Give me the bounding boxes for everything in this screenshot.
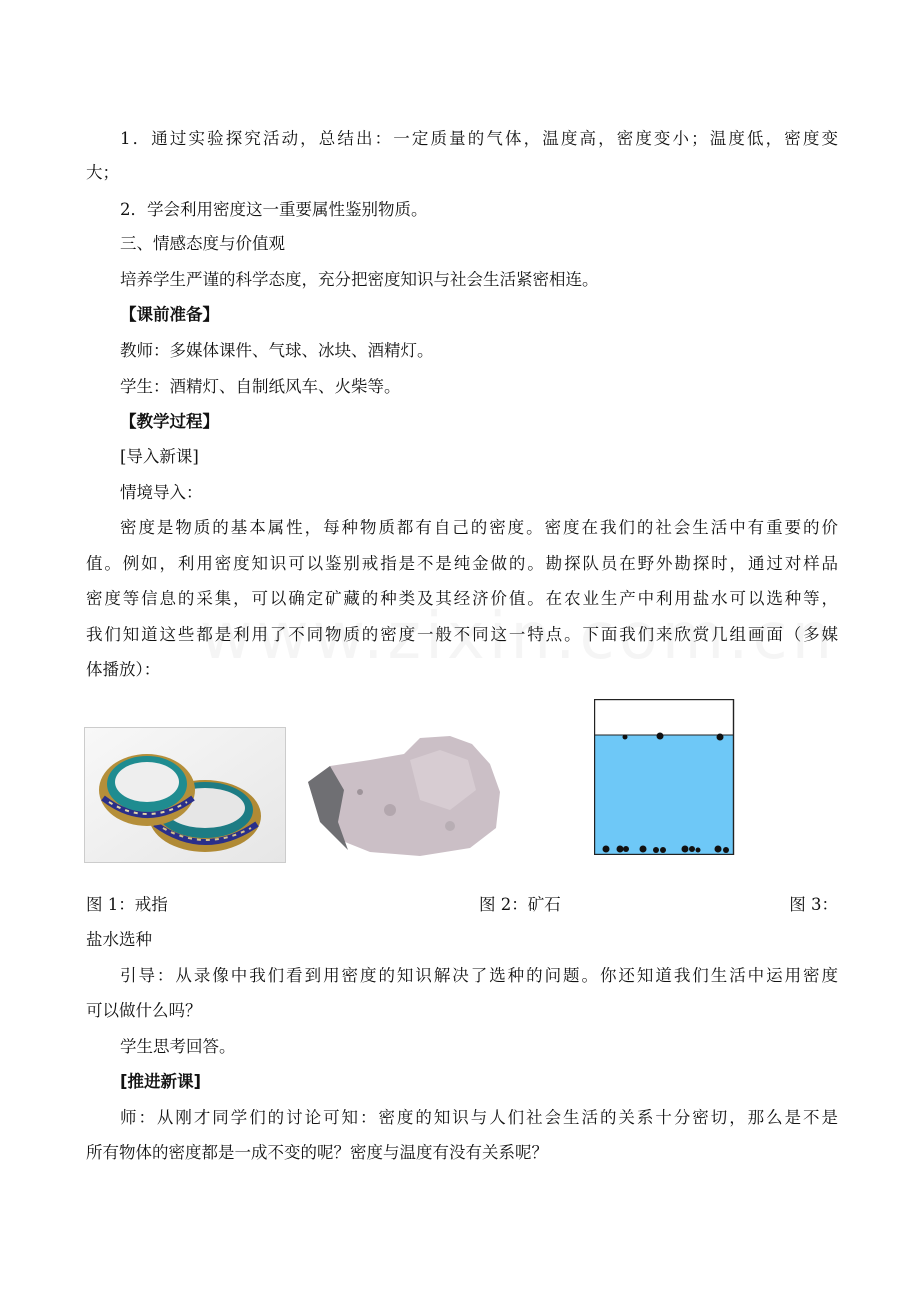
heading-process: 【教学过程】: [120, 412, 219, 431]
section-heading-3: 三、情感态度与价值观: [120, 234, 285, 253]
paragraph-8-line-4: 我们知道这些都是利用了不同物质的密度一般不同这一特点。下面我们来欣赏几组画面（多媒: [86, 625, 838, 644]
paragraph-scenario: 情境导入：: [120, 483, 203, 502]
caption-figure-3-continued: 盐水选种: [86, 930, 152, 949]
heading-intro: [导入新课]: [120, 447, 199, 466]
paragraph-8-line-3: 密度等信息的采集，可以确定矿藏的种类及其经济价值。在农业生产中利用盐水可以选种等，: [86, 589, 838, 608]
figure-ore-image: [300, 730, 506, 860]
paragraph-11-line-2: 所有物体的密度都是一成不变的呢？密度与温度有没有关系呢？: [86, 1143, 548, 1162]
paragraph-9-line-2: 可以做什么吗？: [86, 1001, 202, 1020]
caption-figure-1: 图 1：戒指: [86, 895, 168, 914]
caption-figure-2: 图 2：矿石: [479, 895, 561, 914]
paragraph-1-line-2: 大；: [86, 163, 119, 182]
paragraph-10: 学生思考回答。: [120, 1037, 236, 1056]
paragraph-1-line-1: 1．通过实验探究活动，总结出：一定质量的气体，温度高，密度变小；温度低，密度变: [120, 129, 838, 148]
paragraph-2: 2．学会利用密度这一重要属性鉴别物质。: [120, 200, 428, 219]
caption-figure-3: 图 3：: [789, 895, 838, 914]
figure-saltwater-diagram: [594, 699, 736, 855]
heading-preparation: 【课前准备】: [120, 305, 219, 324]
figure-rings-image: [84, 727, 286, 863]
paragraph-4: 培养学生严谨的科学态度，充分把密度知识与社会生活紧密相连。: [120, 270, 599, 289]
paragraph-8-line-5: 体播放）：: [86, 660, 161, 679]
paragraph-8-line-1: 密度是物质的基本属性，每种物质都有自己的密度。密度在我们的社会生活中有重要的价: [120, 518, 838, 537]
paragraph-8-line-2: 值。例如，利用密度知识可以鉴别戒指是不是纯金做的。勘探队员在野外勘探时，通过对样品: [86, 554, 838, 573]
paragraph-9-line-1: 引导：从录像中我们看到用密度的知识解决了选种的问题。你还知道我们生活中运用密度: [120, 966, 838, 985]
heading-advance: [推进新课]: [120, 1072, 202, 1091]
paragraph-student: 学生：酒精灯、自制纸风车、火柴等。: [120, 377, 401, 396]
paragraph-11-line-1: 师：从刚才同学们的讨论可知：密度的知识与人们社会生活的关系十分密切，那么是不是: [120, 1108, 838, 1127]
paragraph-teacher: 教师：多媒体课件、气球、冰块、酒精灯。: [120, 341, 434, 360]
